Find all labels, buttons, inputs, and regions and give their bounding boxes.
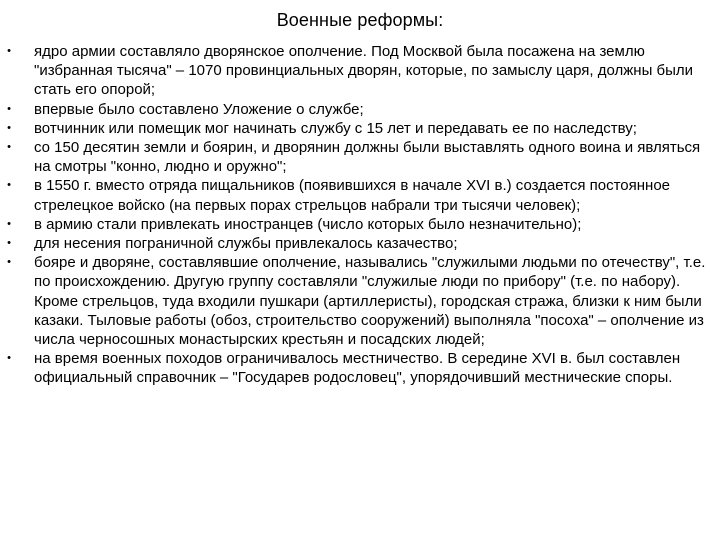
- list-item: [0, 215, 720, 234]
- list-item-text: в армию стали привлекать иностранцев (число которых было незначительно);: [34, 215, 582, 233]
- list-item: [0, 100, 720, 119]
- list-item-text: впервые было составлено Уложение о службе;: [34, 100, 364, 118]
- bullet-icon: •: [7, 45, 11, 57]
- list-item-text: ядро армии составляло дворянское ополчение. Под Москвой была посажена на землю "избранная тысяча" – 1070 провинциальных дворян, которые, по замыслу царя, должны были стать его опорой;: [34, 43, 694, 99]
- slide-title: Военные реформы:: [276, 10, 444, 30]
- list-item: [0, 138, 720, 176]
- list-item-text: со 150 десятин земли и боярин, и дворянин должны были выставлять одного воина и являться на смотры "конно, людно и оружно";: [34, 139, 701, 176]
- list-item-text: в 1550 г. вместо отряда пищальников (появившихся в начале XVI в.) создается постоянное стрелецкое войско (на первых порах стрельцов набрали три тысячи человек);: [34, 177, 671, 214]
- bullet-icon: •: [7, 217, 11, 230]
- reform-list: [0, 42, 720, 388]
- bullet-icon: •: [7, 121, 11, 134]
- list-item: [0, 234, 720, 253]
- list-item: [0, 119, 720, 138]
- list-item: [0, 349, 720, 387]
- list-item-text: вотчинник или помещик мог начинать службу с 15 лет и передавать ее по наследству;: [34, 119, 637, 137]
- bullet-icon: •: [7, 352, 11, 365]
- list-item: [0, 253, 720, 349]
- bullet-icon: •: [7, 179, 11, 192]
- list-item: [0, 176, 720, 214]
- list-item-text: для несения пограничной службы привлекалось казачество;: [34, 235, 458, 253]
- bullet-icon: •: [7, 237, 11, 250]
- bullet-icon: •: [7, 256, 11, 269]
- bullet-icon: •: [7, 141, 11, 154]
- list-item-text: на время военных походов ограничивалось местничество. В середине XVI в. был составлен официальный справочник – "Государев родословец", упорядочивший местнические споры.: [34, 350, 681, 387]
- bullet-icon: •: [7, 102, 11, 115]
- list-item: [0, 42, 720, 100]
- list-item-text: бояре и дворяне, составлявшие ополчение, назывались "служилыми людьми по отечеству", т.е. по происхождению. Другую группу составляли "служилые люди по прибору" (т.е. по набору). Кроме стрельцов, туда входили пушкари (артиллеристы), городская стража, близки к ним были казаки. Тыловые работы (обоз, строительство сооружений) выполняла "посоха" – ополчение из числа черносошных монастырских крестьян и посадских людей;: [34, 254, 706, 349]
